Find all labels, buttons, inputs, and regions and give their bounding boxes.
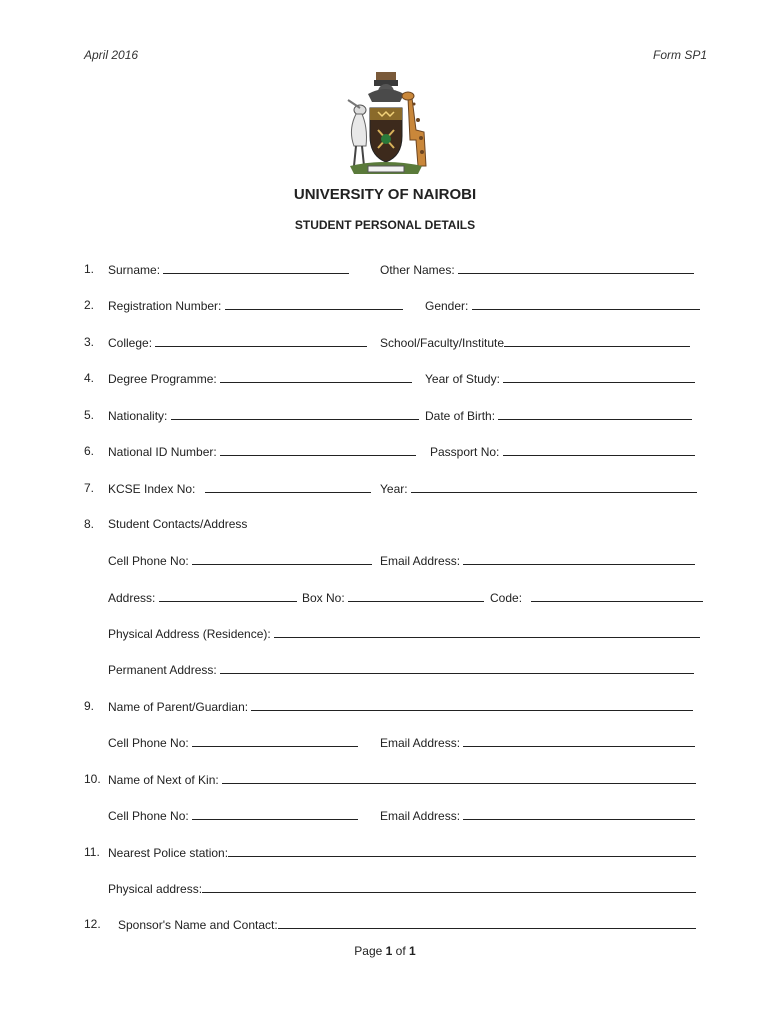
address-label: Address: (108, 591, 156, 605)
college-label: College: (108, 336, 153, 350)
student-cell-phone-label: Cell Phone No: (108, 554, 189, 568)
code-field[interactable] (490, 590, 703, 605)
item-4-number: 4. (84, 371, 95, 385)
item-1-number: 1. (84, 262, 95, 276)
code-label: Code: (490, 591, 523, 605)
item-11-number: 11. (84, 845, 100, 859)
code-input-line[interactable] (531, 590, 703, 602)
item-9-number: 9. (84, 699, 95, 713)
nationality-field[interactable] (108, 408, 419, 423)
gender-input-line[interactable] (472, 298, 700, 310)
sponsor-field[interactable] (118, 917, 696, 932)
date-of-birth-field[interactable] (425, 408, 692, 423)
year-input-line[interactable] (411, 481, 697, 493)
item-3-number: 3. (84, 335, 95, 349)
passport-no-label: Passport No: (430, 445, 500, 459)
gender-label: Gender: (425, 299, 469, 313)
passport-no-field[interactable] (430, 444, 695, 459)
college-input-line[interactable] (155, 335, 367, 347)
school-input-line[interactable] (504, 335, 690, 347)
next-of-kin-label: Name of Next of Kin: (108, 773, 219, 787)
kin-email-label: Email Address: (380, 809, 461, 823)
kin-cell-phone-label: Cell Phone No: (108, 809, 189, 823)
national-id-label: National ID Number: (108, 445, 217, 459)
item-8-number: 8. (84, 517, 95, 531)
next-of-kin-field[interactable] (108, 772, 696, 787)
police-station-field[interactable] (108, 845, 696, 860)
surname-field[interactable] (108, 262, 349, 277)
student-cell-phone-field[interactable] (108, 553, 372, 568)
date-of-birth-label: Date of Birth: (425, 409, 496, 423)
address-field[interactable] (108, 590, 297, 605)
page-total: 1 (409, 944, 416, 958)
physical-address-field[interactable] (108, 881, 696, 896)
kcse-index-input-line[interactable] (205, 481, 371, 493)
kcse-index-field[interactable] (108, 481, 371, 496)
registration-number-input-line[interactable] (225, 298, 403, 310)
header-date: April 2016 (84, 48, 139, 62)
parent-email-input-line[interactable] (463, 735, 695, 747)
page-footer (0, 944, 770, 958)
physical-address-residence-field[interactable] (108, 626, 700, 641)
national-id-field[interactable] (108, 444, 416, 459)
permanent-address-input-line[interactable] (220, 662, 694, 674)
police-station-input-line[interactable] (228, 845, 696, 857)
passport-no-input-line[interactable] (503, 444, 695, 456)
item-2-number: 2. (84, 298, 95, 312)
form-title: STUDENT PERSONAL DETAILS (294, 218, 476, 232)
kin-cell-phone-field[interactable] (108, 808, 358, 823)
university-crest-logo (338, 70, 434, 176)
degree-programme-input-line[interactable] (220, 371, 412, 383)
student-contacts-heading: Student Contacts/Address (108, 517, 248, 531)
police-station-label: Nearest Police station: (108, 846, 229, 860)
parent-email-field[interactable] (380, 735, 695, 750)
next-of-kin-input-line[interactable] (222, 772, 696, 784)
surname-label: Surname: (108, 263, 161, 277)
parent-cell-phone-field[interactable] (108, 735, 358, 750)
item-5-number: 5. (84, 408, 95, 422)
page-word: Page (354, 944, 383, 958)
of-word: of (395, 944, 406, 958)
nationality-label: Nationality: (108, 409, 168, 423)
permanent-address-label: Permanent Address: (108, 663, 217, 677)
physical-address-residence-input-line[interactable] (274, 626, 700, 638)
kin-cell-phone-input-line[interactable] (192, 808, 358, 820)
national-id-input-line[interactable] (220, 444, 416, 456)
parent-cell-phone-label: Cell Phone No: (108, 736, 189, 750)
kcse-index-label: KCSE Index No: (108, 482, 196, 496)
item-6-number: 6. (84, 444, 95, 458)
other-names-label: Other Names: (380, 263, 455, 277)
parent-guardian-input-line[interactable] (251, 699, 693, 711)
sponsor-input-line[interactable] (278, 917, 696, 929)
gender-field[interactable] (425, 298, 700, 313)
physical-address-input-line[interactable] (202, 881, 696, 893)
degree-programme-field[interactable] (108, 371, 412, 386)
item-10-number: 10. (84, 772, 101, 786)
box-no-input-line[interactable] (348, 590, 484, 602)
parent-guardian-label: Name of Parent/Guardian: (108, 700, 249, 714)
sponsor-label: Sponsor's Name and Contact: (118, 918, 278, 932)
student-email-label: Email Address: (380, 554, 461, 568)
kin-email-input-line[interactable] (463, 808, 695, 820)
permanent-address-field[interactable] (108, 662, 694, 677)
student-cell-phone-input-line[interactable] (192, 553, 372, 565)
item-7-number: 7. (84, 481, 95, 495)
other-names-input-line[interactable] (458, 262, 694, 274)
year-field[interactable] (380, 481, 697, 496)
student-email-input-line[interactable] (463, 553, 695, 565)
student-email-field[interactable] (380, 553, 695, 568)
parent-guardian-field[interactable] (108, 699, 693, 714)
year-of-study-field[interactable] (425, 371, 695, 386)
physical-address-label: Physical address: (108, 882, 203, 896)
crest-emblem-icon (338, 70, 434, 176)
physical-address-residence-label: Physical Address (Residence): (108, 627, 271, 641)
school-label: School/Faculty/Institute (380, 336, 505, 350)
header-form-code: Form SP1 (652, 48, 707, 62)
box-no-field[interactable] (302, 590, 484, 605)
other-names-field[interactable] (380, 262, 694, 277)
surname-input-line[interactable] (163, 262, 349, 274)
box-no-label: Box No: (302, 591, 345, 605)
college-field[interactable] (108, 335, 367, 350)
address-input-line[interactable] (159, 590, 297, 602)
registration-number-field[interactable] (108, 298, 403, 313)
page-number: 1 (385, 944, 393, 958)
registration-number-label: Registration Number: (108, 299, 222, 313)
university-name: UNIVERSITY OF NAIROBI (293, 186, 477, 203)
year-of-study-label: Year of Study: (425, 372, 500, 386)
school-field[interactable] (380, 335, 690, 350)
nationality-input-line[interactable] (171, 408, 419, 420)
parent-email-label: Email Address: (380, 736, 461, 750)
kin-email-field[interactable] (380, 808, 695, 823)
year-of-study-input-line[interactable] (503, 371, 695, 383)
item-12-number: 12. (84, 917, 101, 931)
parent-cell-phone-input-line[interactable] (192, 735, 358, 747)
degree-programme-label: Degree Programme: (108, 372, 217, 386)
year-label: Year: (380, 482, 408, 496)
date-of-birth-input-line[interactable] (498, 408, 692, 420)
